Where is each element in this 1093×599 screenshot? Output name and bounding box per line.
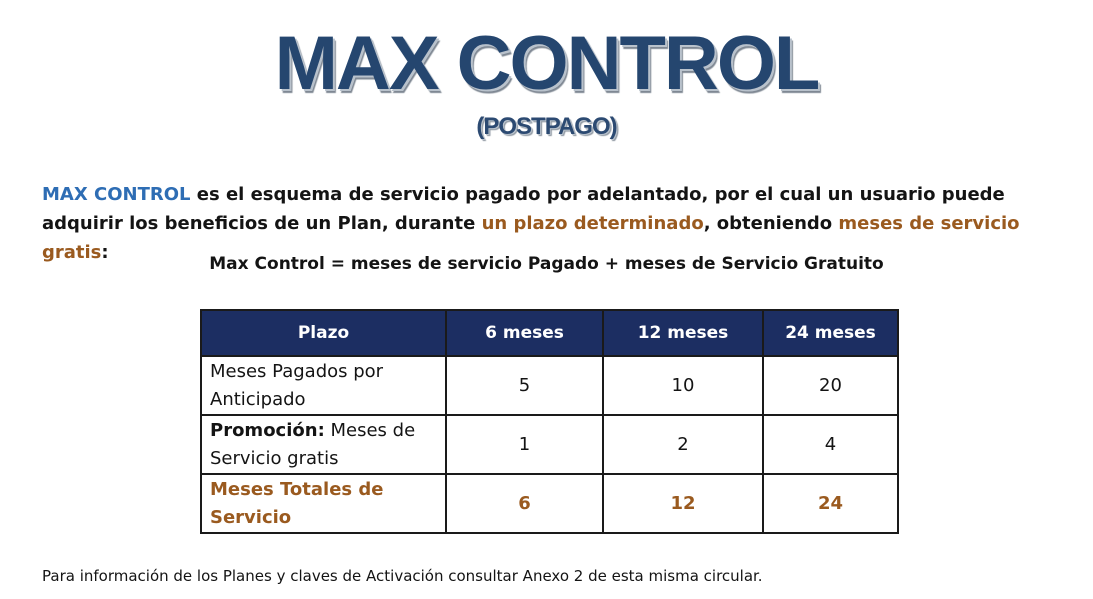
- header-6-meses: 6 meses: [446, 310, 603, 356]
- header-plazo: Plazo: [201, 310, 446, 356]
- table-cell: 12: [603, 474, 763, 533]
- row-label-text: Meses de Servicio gratis: [210, 420, 416, 469]
- table-cell: 10: [603, 356, 763, 415]
- row-label-text: Meses Totales de Servicio: [210, 479, 384, 528]
- page-subtitle: (POSTPAGO): [476, 113, 617, 140]
- header-12-meses: 12 meses: [603, 310, 763, 356]
- brand-name: MAX CONTROL: [42, 184, 191, 205]
- row-label-bold: Promoción:: [210, 420, 325, 441]
- highlight-plazo: un plazo determinado: [481, 213, 704, 234]
- row-label: [201, 415, 446, 474]
- highlight-meses-gratis: meses de servicio gratis: [42, 213, 1020, 263]
- table-row-totales: [201, 474, 898, 533]
- row-label: [201, 356, 446, 415]
- table-cell: 4: [763, 415, 898, 474]
- intro-text-2: , obteniendo: [703, 213, 839, 234]
- footer-note: Para información de los Planes y claves de Activación consultar Anexo 2 de esta misma circular.: [42, 567, 763, 585]
- row-label-text: Meses Pagados por Anticipado: [210, 361, 384, 410]
- table-cell: 20: [763, 356, 898, 415]
- table-cell: 6: [446, 474, 603, 533]
- intro-text-3: :: [101, 242, 109, 263]
- row-label: [201, 474, 446, 533]
- table-row-promocion: [201, 415, 898, 474]
- formula-text: Max Control = meses de servicio Pagado + meses de Servicio Gratuito: [209, 254, 884, 274]
- table-cell: 5: [446, 356, 603, 415]
- table-cell: 1: [446, 415, 603, 474]
- table-cell: 2: [603, 415, 763, 474]
- table-cell: 24: [763, 474, 898, 533]
- page-title: MAX CONTROL: [274, 21, 819, 106]
- table-header-row: [201, 310, 898, 356]
- header-24-meses: 24 meses: [763, 310, 898, 356]
- intro-text-1: es el esquema de servicio pagado por adelantado, por el cual un usuario puede adquirir los beneficios de un Plan, durante: [42, 184, 1005, 234]
- plans-table: [200, 309, 899, 534]
- table-row-pagados: [201, 356, 898, 415]
